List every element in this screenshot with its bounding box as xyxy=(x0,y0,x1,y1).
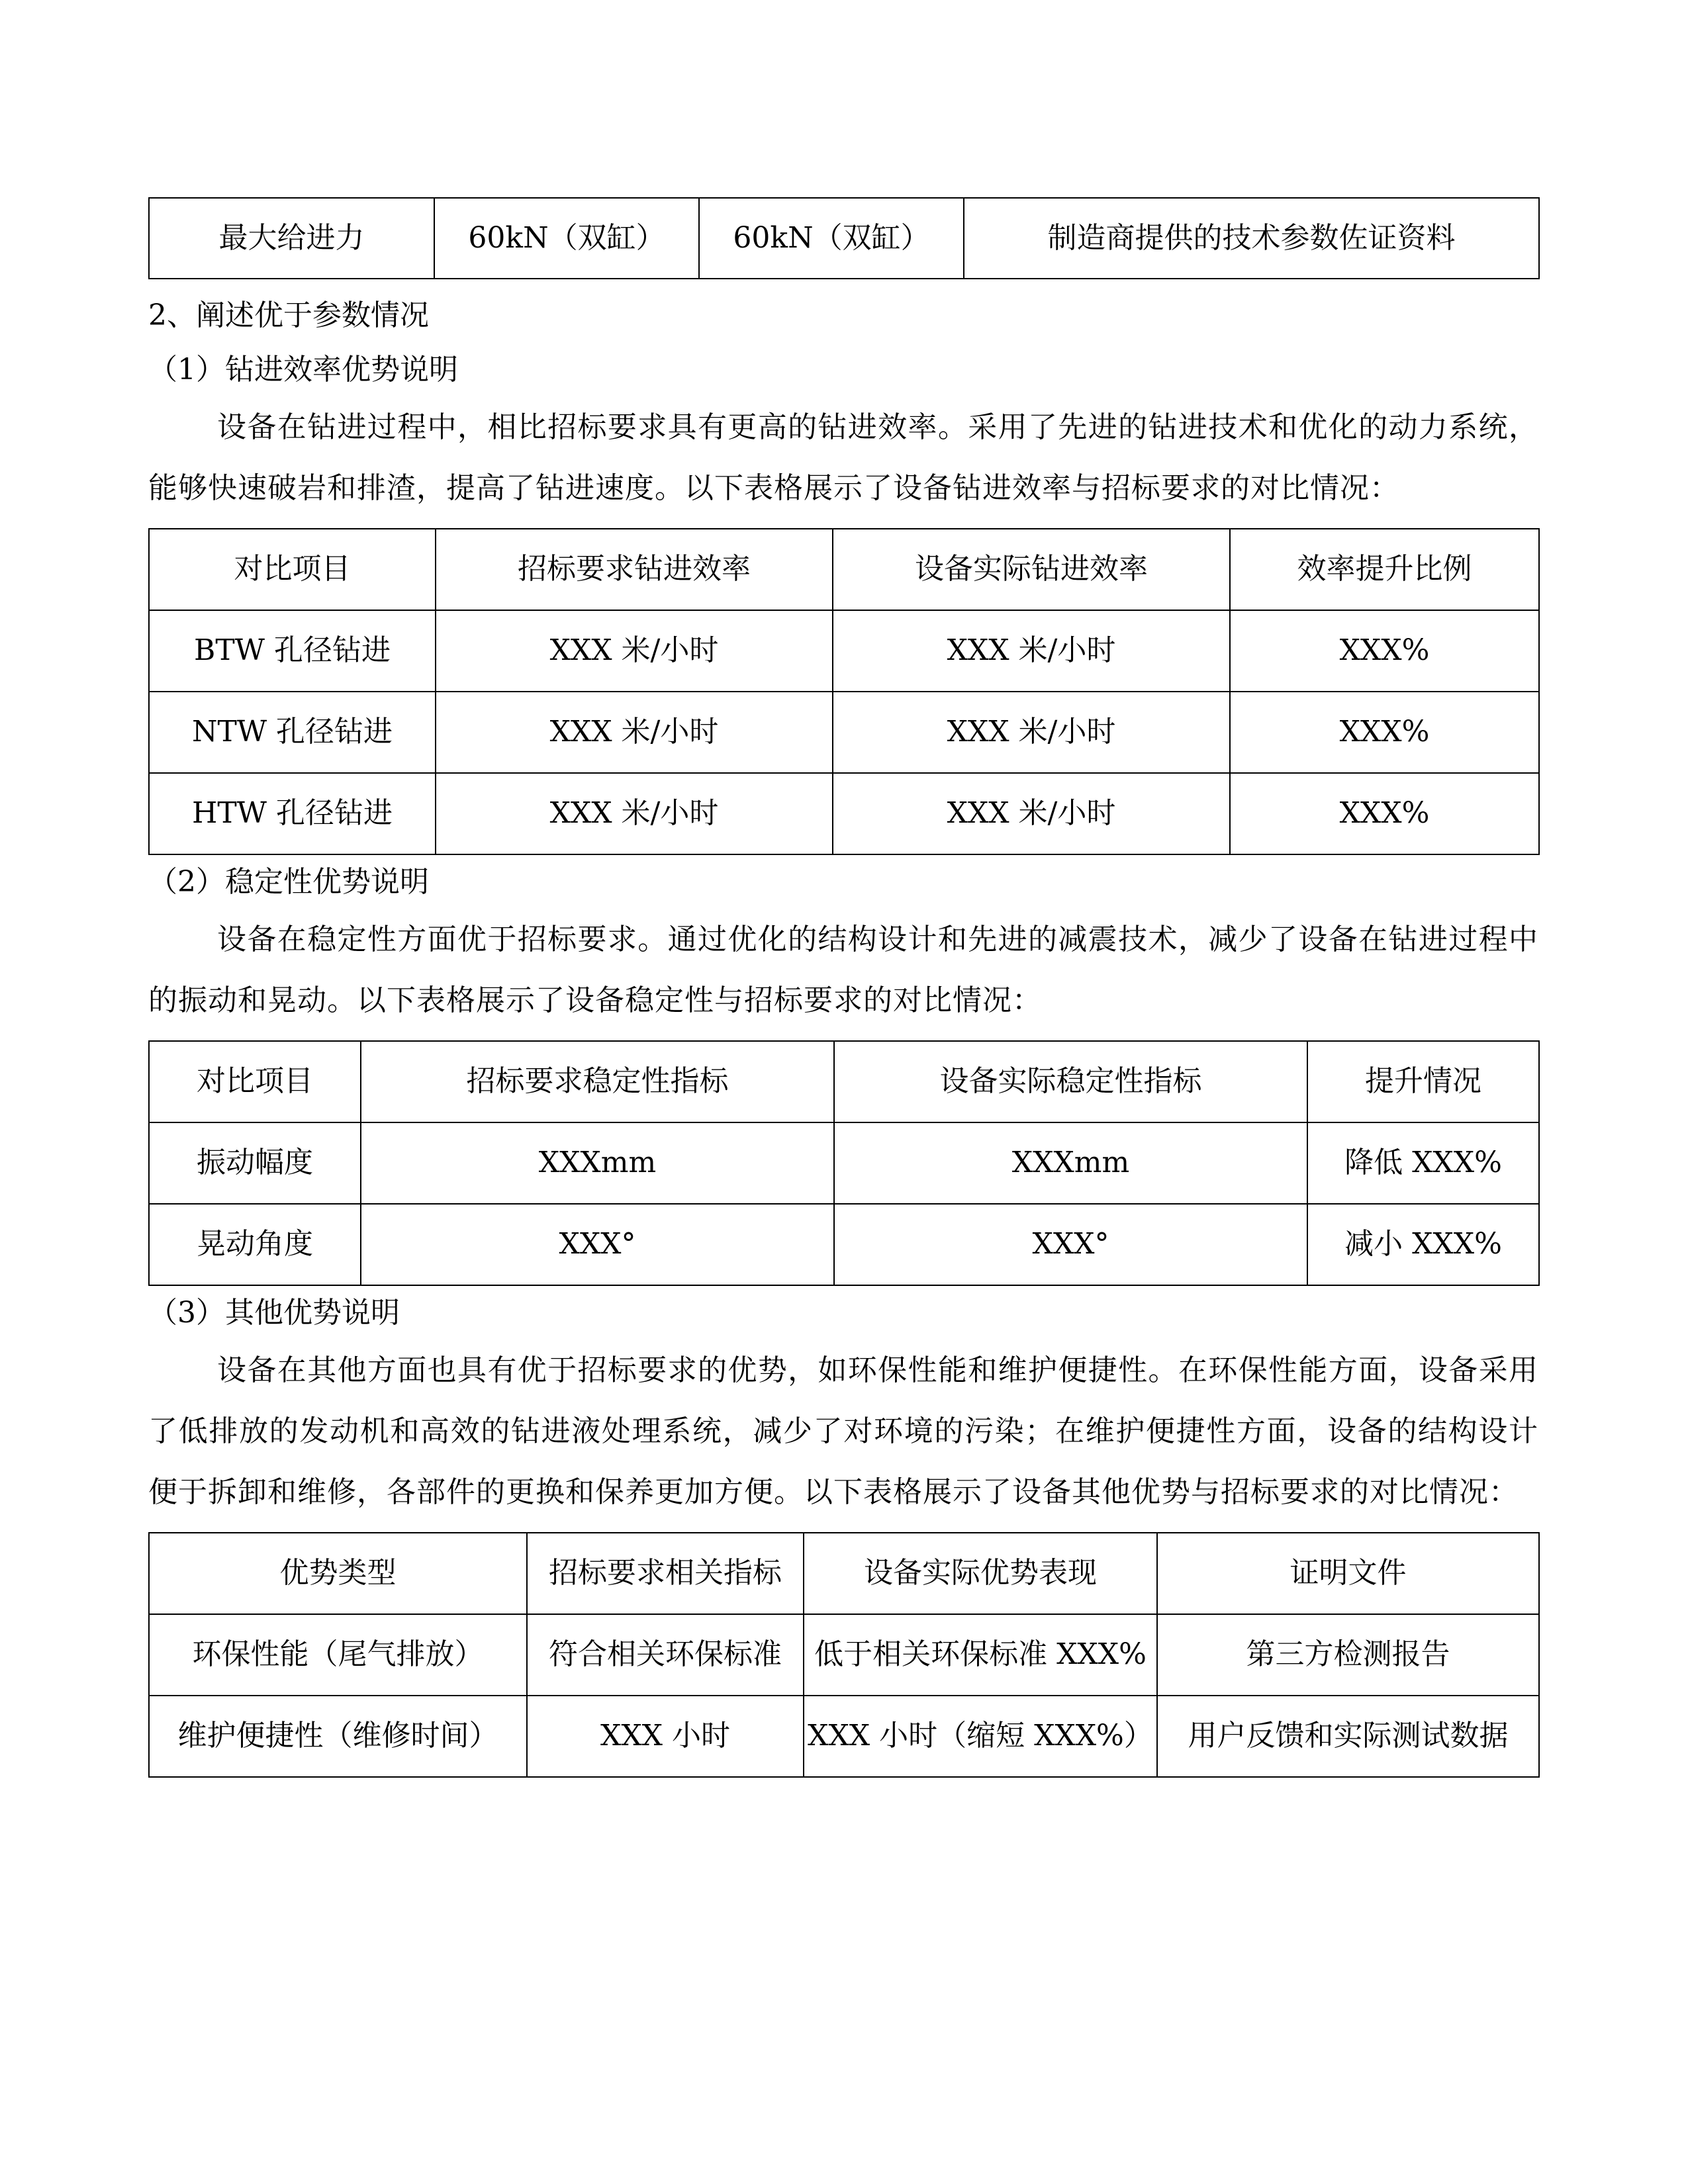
table-cell: XXX° xyxy=(834,1204,1307,1285)
subsection-heading-other: （3）其他优势说明 xyxy=(148,1296,400,1330)
column-header: 提升情况 xyxy=(1307,1041,1539,1122)
column-header: 设备实际优势表现 xyxy=(804,1533,1157,1614)
table-row xyxy=(149,692,1539,773)
stability-paragraph: 设备在稳定性方面优于招标要求。通过优化的结构设计和先进的减震技术，减少了设备在钻进过程中的振动和晃动。以下表格展示了设备稳定性与招标要求的对比情况： xyxy=(148,923,1538,1017)
table-cell: BTW 孔径钻进 xyxy=(149,610,436,692)
table-cell: XXX% xyxy=(1230,692,1539,773)
table-header-row xyxy=(149,1041,1539,1122)
table-cell: XXX 小时 xyxy=(527,1696,804,1777)
table-cell: 低于相关环保标准 XXX% xyxy=(804,1614,1157,1696)
other-advantages-paragraph: 设备在其他方面也具有优于招标要求的优势，如环保性能和维护便捷性。在环保性能方面，设备采用了低排放的发动机和高效的钻进液处理系统，减少了对环境的污染；在维护便捷性方面，设备的结构设计便于拆卸和维修，各部件的更换和保养更加方便。以下表格展示了设备其他优势与招标要求的对比情况： xyxy=(148,1353,1538,1509)
table-row xyxy=(149,1696,1539,1777)
stability-table xyxy=(148,1040,1540,1286)
table-cell: XXX 米/小时 xyxy=(833,692,1230,773)
table-cell: XXXmm xyxy=(361,1122,834,1204)
column-header: 招标要求钻进效率 xyxy=(436,529,833,610)
column-header: 设备实际钻进效率 xyxy=(833,529,1230,610)
table-cell: 最大给进力 xyxy=(149,198,434,279)
table-row xyxy=(149,1204,1539,1285)
table-cell: XXX% xyxy=(1230,773,1539,854)
table-cell: 减小 XXX% xyxy=(1307,1204,1539,1285)
table-row xyxy=(149,1614,1539,1696)
table-cell: XXX 米/小时 xyxy=(833,610,1230,692)
table-cell: XXX 米/小时 xyxy=(436,610,833,692)
column-header: 对比项目 xyxy=(149,1041,361,1122)
column-header: 优势类型 xyxy=(149,1533,527,1614)
table-header-row xyxy=(149,529,1539,610)
table-cell: 符合相关环保标准 xyxy=(527,1614,804,1696)
table-row xyxy=(149,1122,1539,1204)
column-header: 设备实际稳定性指标 xyxy=(834,1041,1307,1122)
table-cell: 降低 XXX% xyxy=(1307,1122,1539,1204)
table-cell: NTW 孔径钻进 xyxy=(149,692,436,773)
table-cell: XXX 米/小时 xyxy=(833,773,1230,854)
table-cell: XXXmm xyxy=(834,1122,1307,1204)
column-header: 效率提升比例 xyxy=(1230,529,1539,610)
table-cell: 第三方检测报告 xyxy=(1157,1614,1539,1696)
table-cell: XXX 小时（缩短 XXX%） xyxy=(804,1696,1157,1777)
table-cell: XXX 米/小时 xyxy=(436,773,833,854)
subsection-heading-efficiency: （1）钻进效率优势说明 xyxy=(148,353,458,387)
column-header: 招标要求稳定性指标 xyxy=(361,1041,834,1122)
table-cell: 60kN（双缸） xyxy=(434,198,699,279)
table-header-row xyxy=(149,1533,1539,1614)
table-row xyxy=(149,773,1539,854)
table-row xyxy=(149,198,1539,279)
efficiency-table xyxy=(148,528,1540,855)
table-cell: 环保性能（尾气排放） xyxy=(149,1614,527,1696)
column-header: 对比项目 xyxy=(149,529,436,610)
efficiency-paragraph: 设备在钻进过程中，相比招标要求具有更高的钻进效率。采用了先进的钻进技术和优化的动力系统，能够快速破岩和排渣，提高了钻进速度。以下表格展示了设备钻进效率与招标要求的对比情况： xyxy=(148,410,1538,505)
table-cell: 振动幅度 xyxy=(149,1122,361,1204)
table-cell: 维护便捷性（维修时间） xyxy=(149,1696,527,1777)
table-cell: 用户反馈和实际测试数据 xyxy=(1157,1696,1539,1777)
table-cell: XXX% xyxy=(1230,610,1539,692)
table-cell: HTW 孔径钻进 xyxy=(149,773,436,854)
table-cell: 晃动角度 xyxy=(149,1204,361,1285)
column-header: 招标要求相关指标 xyxy=(527,1533,804,1614)
section-title: 2、阐述优于参数情况 xyxy=(148,298,429,332)
table-cell: 60kN（双缸） xyxy=(699,198,964,279)
table-cell: 制造商提供的技术参数佐证资料 xyxy=(964,198,1539,279)
document-page xyxy=(148,197,1538,1778)
table-cell: XXX 米/小时 xyxy=(436,692,833,773)
column-header: 证明文件 xyxy=(1157,1533,1539,1614)
parameter-table-continued xyxy=(148,197,1540,279)
subsection-heading-stability: （2）稳定性优势说明 xyxy=(148,865,429,899)
table-cell: XXX° xyxy=(361,1204,834,1285)
other-advantages-table xyxy=(148,1532,1540,1778)
table-row xyxy=(149,610,1539,692)
